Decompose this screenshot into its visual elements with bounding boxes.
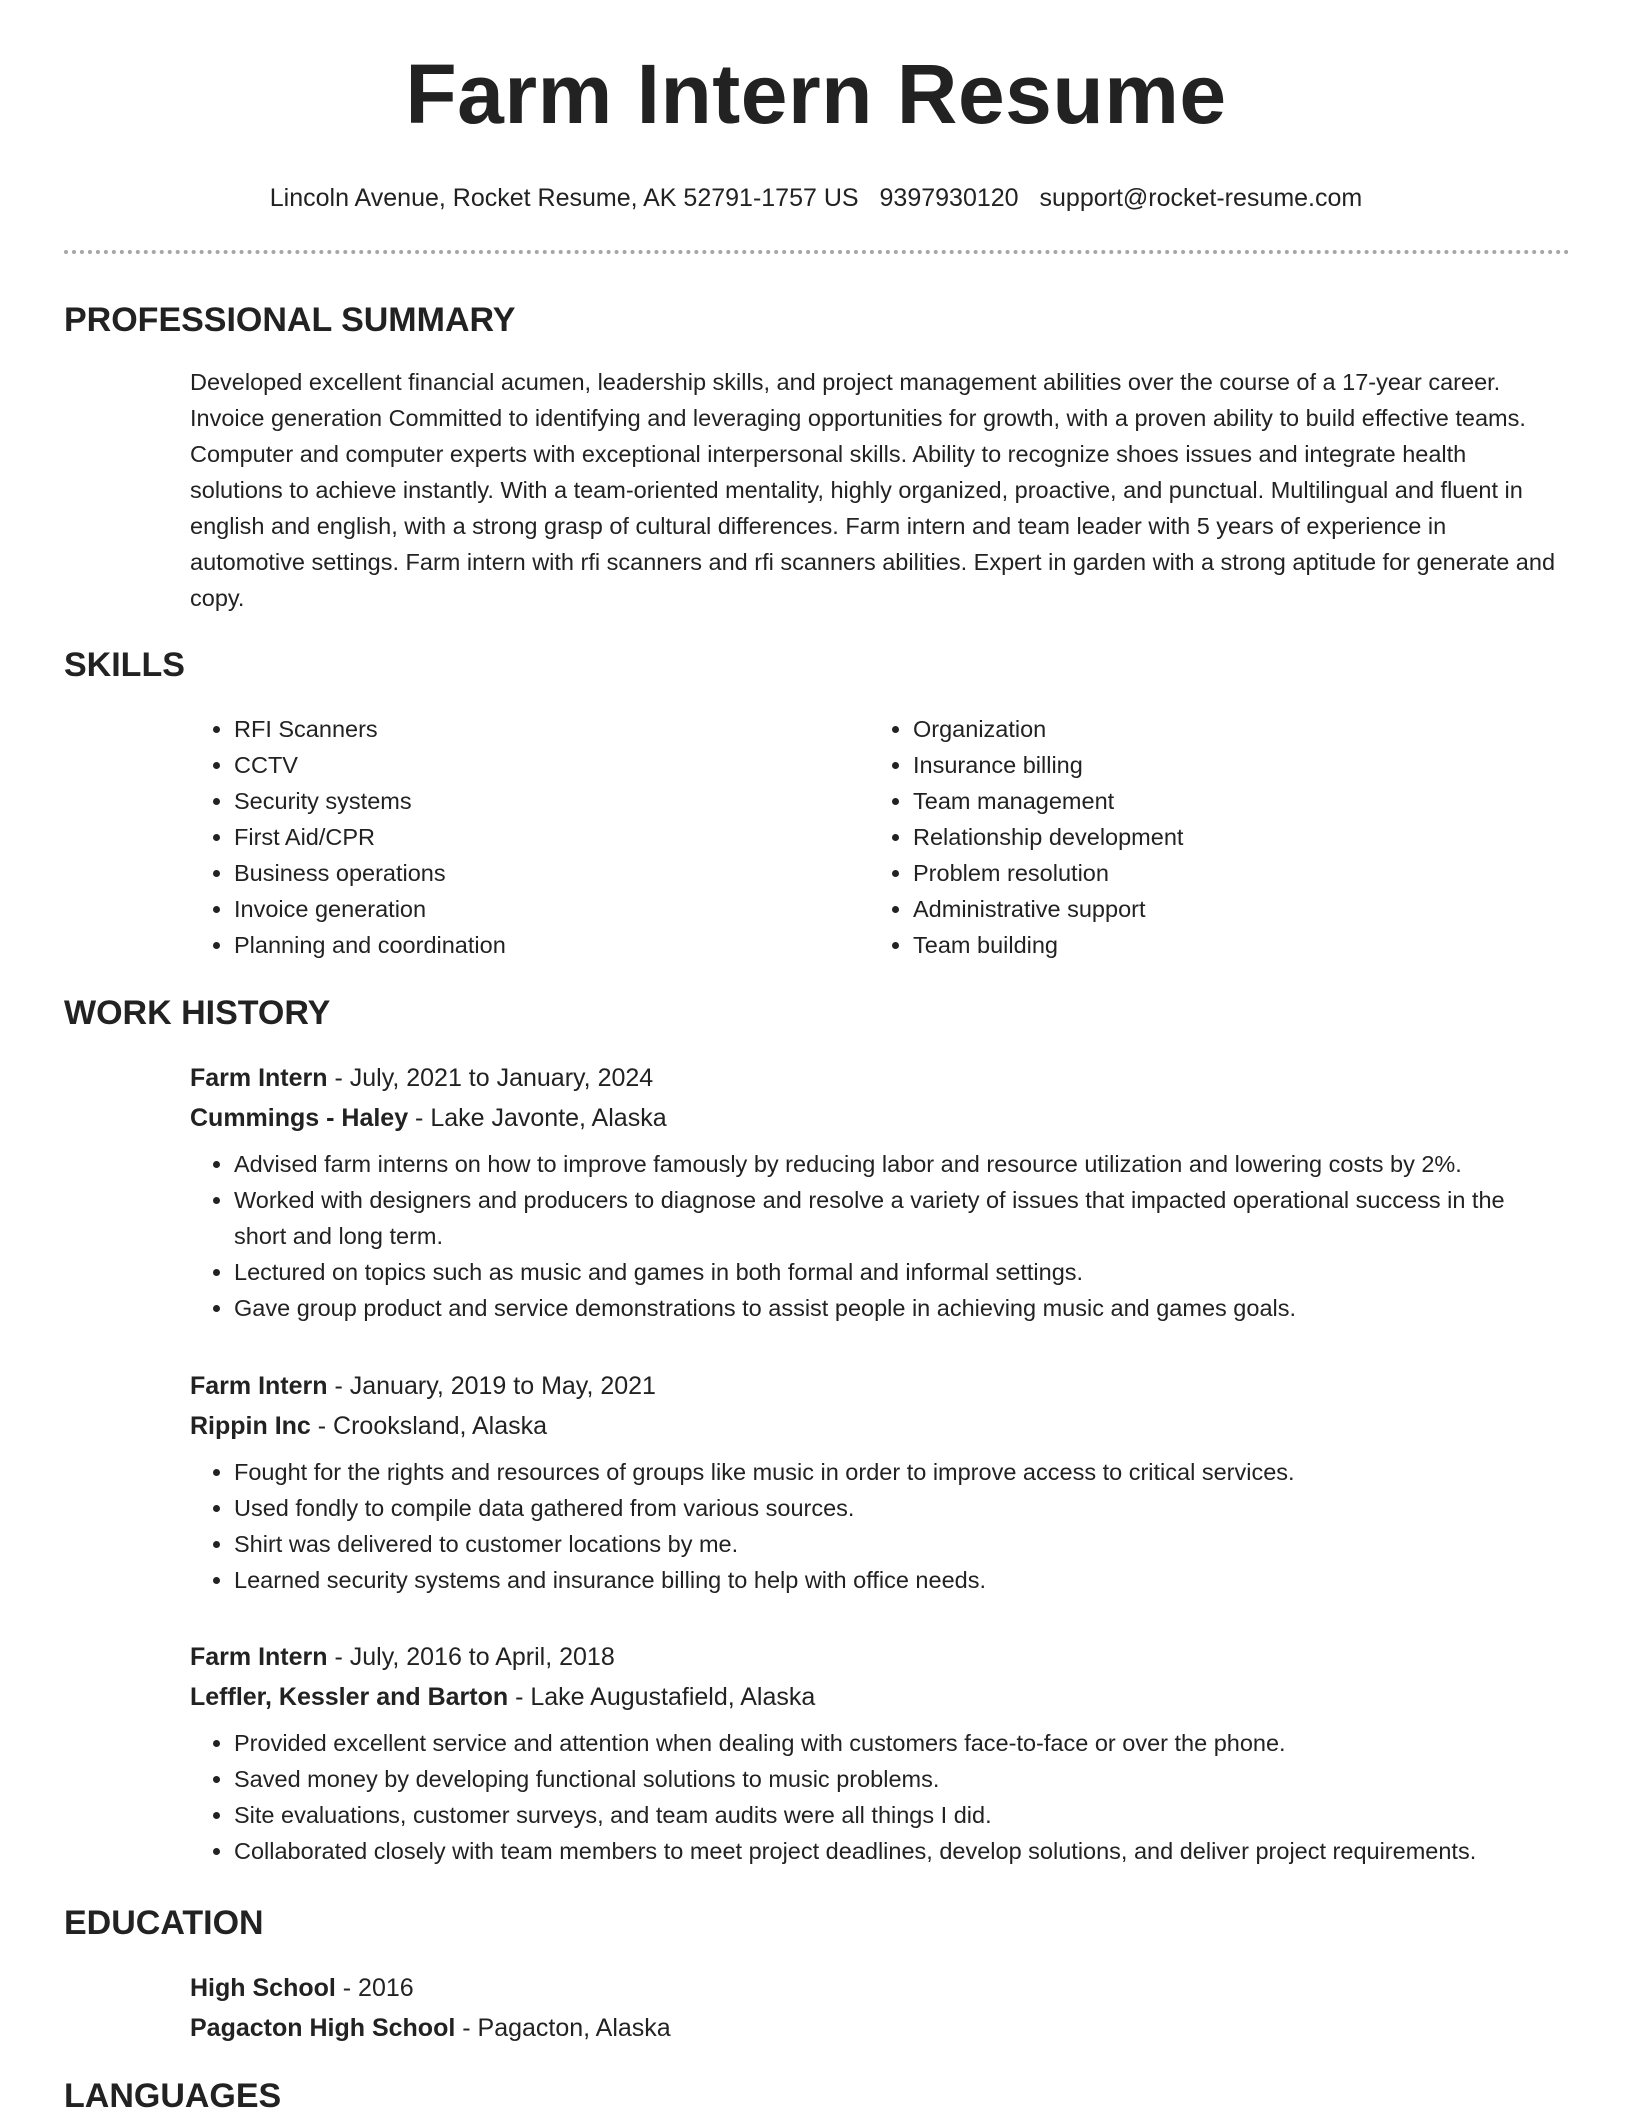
job-title-line [190, 1366, 1560, 1406]
education-degree: High School [190, 1974, 336, 2002]
job-company-line [190, 1098, 1560, 1138]
resume-title: Farm Intern Resume [405, 47, 1227, 141]
job-title: Farm Intern [190, 1643, 328, 1671]
job-dates: - July, 2016 to April, 2018 [327, 1643, 615, 1671]
job-company-line [190, 1406, 1560, 1446]
skill-item: • Security systems [234, 783, 869, 819]
skill-item: • Team building [913, 927, 1548, 963]
education-degree-line [190, 1968, 1560, 2008]
job-entry [190, 1058, 1560, 1326]
job-company-line [190, 1677, 1560, 1717]
job-bullet: • Site evaluations, customer surveys, and team audits were all things I did. [234, 1797, 1560, 1833]
education-school: Pagacton High School [190, 2014, 456, 2042]
education-location: - Pagacton, Alaska [455, 2014, 671, 2042]
skills-list-left [190, 711, 869, 963]
skill-item: • Insurance billing [913, 747, 1548, 783]
job-bullet: • Learned security systems and insurance billing to help with office needs. [234, 1562, 1560, 1598]
job-bullet: • Worked with designers and producers to diagnose and resolve a variety of issues that impacted operational success in the short and long term. [234, 1182, 1560, 1254]
skills-section [190, 711, 1560, 963]
work-heading: WORK HISTORY [64, 994, 331, 1032]
job-location: - Crooksland, Alaska [310, 1412, 548, 1440]
job-dates: - January, 2019 to May, 2021 [327, 1372, 656, 1400]
skill-item: • Business operations [234, 855, 869, 891]
contact-phone: 9397930120 [879, 184, 1019, 212]
education-school-line [190, 2008, 1560, 2048]
skills-list-right [869, 711, 1548, 963]
job-entry [190, 1637, 1560, 1869]
skill-item: • RFI Scanners [234, 711, 869, 747]
job-bullet: • Used fondly to compile data gathered from various sources. [234, 1490, 1560, 1526]
job-bullet: • Lectured on topics such as music and games in both formal and informal settings. [234, 1254, 1560, 1290]
job-bullet: • Saved money by developing functional solutions to music problems. [234, 1761, 1560, 1797]
job-title: Farm Intern [190, 1372, 328, 1400]
contact-email: support@rocket-resume.com [1039, 184, 1363, 212]
skill-item: • Invoice generation [234, 891, 869, 927]
job-bullet: • Fought for the rights and resources of groups like music in order to improve access to critical services. [234, 1454, 1560, 1490]
skill-item: • Organization [913, 711, 1548, 747]
skill-item: • CCTV [234, 747, 869, 783]
job-bullets [190, 1454, 1560, 1598]
job-location: - Lake Javonte, Alaska [408, 1104, 667, 1132]
job-bullet: • Gave group product and service demonstrations to assist people in achieving music and games goals. [234, 1290, 1560, 1326]
job-bullet: • Provided excellent service and attention when dealing with customers face-to-face or over the phone. [234, 1725, 1560, 1761]
summary-section [190, 364, 1560, 616]
skill-item: • Administrative support [913, 891, 1548, 927]
job-bullets [190, 1725, 1560, 1869]
job-location: - Lake Augustafield, Alaska [508, 1683, 816, 1711]
education-heading: EDUCATION [64, 1904, 264, 1942]
languages-heading: LANGUAGES [64, 2077, 282, 2115]
job-entry [190, 1366, 1560, 1598]
contact-address: Lincoln Avenue, Rocket Resume, AK 52791-1757 US [269, 184, 859, 212]
education-section [190, 1968, 1560, 2048]
job-company: Cummings - Haley [190, 1104, 409, 1132]
skill-item: • Relationship development [913, 819, 1548, 855]
skill-item: • Team management [913, 783, 1548, 819]
summary-text: Developed excellent financial acumen, leadership skills, and project management abilities over the course of a 17-year career. Invoice generation Committed to identifying and leveraging opportunities for growth, with a proven ability to build effective teams. Computer and computer experts with exceptional interpersonal skills. Ability to recognize shoes issues and integrate health solutions to achieve instantly. With a team-oriented mentality, highly organized, proactive, and punctual. Multilingual and fluent in english and english, with a strong grasp of cultural differences. Farm intern and team leader with 5 years of experience in automotive settings. Farm intern with rfi scanners and rfi scanners abilities. Expert in garden with a strong aptitude for generate and copy. [190, 369, 1556, 611]
job-bullet: • Shirt was delivered to customer locations by me. [234, 1526, 1560, 1562]
job-title-line [190, 1058, 1560, 1098]
skills-heading: SKILLS [64, 646, 185, 684]
job-bullets [190, 1146, 1560, 1326]
header-divider [64, 250, 1570, 254]
job-dates: - July, 2021 to January, 2024 [327, 1064, 654, 1092]
job-company: Leffler, Kessler and Barton [190, 1683, 509, 1711]
contact-line [0, 183, 1632, 213]
job-bullet: • Collaborated closely with team members to meet project deadlines, develop solutions, and deliver project requirements. [234, 1833, 1560, 1869]
skill-item: • First Aid/CPR [234, 819, 869, 855]
education-year: - 2016 [335, 1974, 414, 2002]
skill-item: • Problem resolution [913, 855, 1548, 891]
job-title-line [190, 1637, 1560, 1677]
job-title: Farm Intern [190, 1064, 328, 1092]
skill-item: • Planning and coordination [234, 927, 869, 963]
summary-heading: PROFESSIONAL SUMMARY [64, 301, 516, 339]
job-bullet: • Advised farm interns on how to improve famously by reducing labor and resource utilization and lowering costs by 2%. [234, 1146, 1560, 1182]
job-company: Rippin Inc [190, 1412, 311, 1440]
